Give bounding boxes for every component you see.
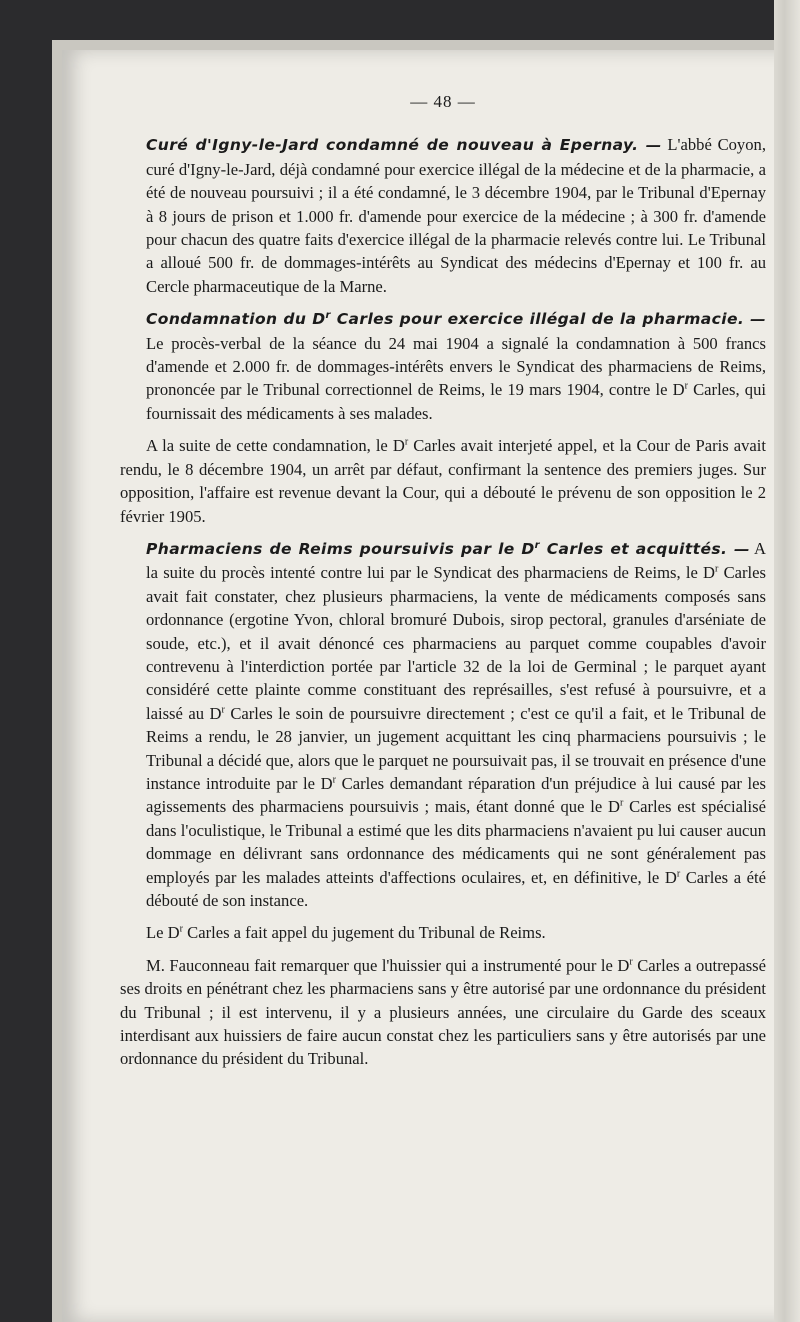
superscript: r (404, 436, 409, 448)
section-body: Carles a été débouté de son instance. (146, 867, 766, 910)
section-body: Carles, qui fournissait des médicaments à ses malades. (146, 380, 766, 423)
section-heading (146, 310, 766, 328)
superscript: r (629, 956, 633, 968)
superscript: r (179, 923, 183, 935)
section-carles-condamnation (120, 307, 766, 425)
section-body: A la suite du procès intenté contre lui par le Syndicat des pharmaciens de Reims, le D (146, 538, 767, 583)
paragraph-fauconneau (120, 954, 766, 1071)
superscript: r (684, 380, 688, 392)
section-body: Carles avait fait constater, chez plusieurs pharmaciens, la vente de médicaments composés sans ordonnance (ergotine Yvon, chloral bromuré Dubois, sirop pectoral, granules d'arséniate de soude, etc.), et il avait dénoncé ces pharmaciens au parquet comme coupables d'avoir contrevenu à l'interdiction portée par l'article 32 de la loi de Germinal ; le parquet ayant considéré cette plainte comme constituant des représailles, s'est refusé à poursuivre, et a laissé au D (146, 563, 766, 723)
superscript: r (534, 539, 541, 551)
paragraph-text: Carles a fait appel du jugement du Tribunal de Reims. (182, 923, 546, 943)
superscript: r (676, 868, 681, 880)
superscript: r (332, 774, 337, 786)
section-pharmaciens-reims (120, 537, 766, 913)
paragraph-appel-jugement (120, 921, 766, 944)
section-heading: Curé d'Igny-le-Jard condamné de nouveau à Epernay. — (146, 136, 662, 155)
section-body: Carles le soin de poursuivre directement ; c'est ce qu'il a fait, et le Tribunal de Reims a rendu, le 28 janvier, un jugement acquittant les cinq pharmaciens poursuivis ; le Tribunal a décidé que, alors que le parquet ne poursuivait pas, il se trouvait en présence d'une instance introduite par le D (146, 703, 766, 793)
heading-part: Carles et acquittés. — (540, 539, 750, 558)
section-igny (120, 133, 766, 298)
page-text (120, 90, 766, 1080)
page-number: — 48 — (410, 92, 476, 111)
section-heading (146, 540, 750, 558)
paragraph-appel (120, 434, 766, 528)
heading-part: Carles pour exercice illégal de la pharmacie. — (330, 310, 766, 329)
paragraph-text: A la suite de cette condamnation, le D (146, 436, 405, 456)
section-body: Carles demandant réparation d'un préjudice à lui causé par les agissements des pharmaciens poursuivis ; mais, étant donné que le D (146, 773, 766, 817)
superscript: r (619, 797, 624, 809)
superscript: r (715, 563, 719, 575)
paragraph-text: M. Fauconneau fait remarquer que l'huissier qui a instrumenté pour le D (146, 955, 630, 975)
superscript: r (221, 704, 225, 716)
heading-part: Condamnation du D (146, 310, 326, 329)
section-body: L'abbé Coyon, curé d'Igny-le-Jard, déjà condamné pour exercice illégal de la médecine et de la pharmacie, a été de nouveau poursuivi ; il a été condamné, le 3 décembre 1904, par le Tribunal d'Epernay à 8 jours de prison et 1.000 fr. d'amende pour exercice de la médecine ; à 300 fr. d'amende pour chacun des quatre faits d'exercice illégal de la pharmacie relevés contre lui. Le Tribunal a alloué 500 fr. de dommages-intérêts au Syndicat des médecins d'Epernay et 100 fr. au Cercle pharmaceutique de la Marne. (146, 135, 766, 296)
section-body: Le procès-verbal de la séance du 24 mai 1904 a signalé la condamnation à 500 francs d'amende et 2.000 fr. de dommages-intérêts envers le Syndicat des pharmaciens de Reims, prononcée par le Tribunal correctionnel de Reims, le 19 mars 1904, contre le D (146, 333, 766, 400)
superscript: r (325, 310, 331, 322)
page-edge (774, 0, 800, 1322)
paragraph-text: Carles a outrepassé ses droits en pénétrant chez les pharmaciens sans y être autorisé par une ordonnance du président du Tribunal ; il est intervenu, il y a plusieurs années, une circulaire du Garde des sceaux interdisant aux huissiers de faire aucun constat chez les particuliers sans y être autorisés par une ordonnance du président du Tribunal. (120, 955, 766, 1069)
paragraph-text: Le D (146, 923, 180, 943)
paragraph-text: Carles avait interjeté appel, et la Cour de Paris avait rendu, le 8 décembre 1904, un arrêt par défaut, confirmant la sentence des premiers juges. Sur opposition, l'affaire est revenue devant la Cour, qui a débouté le prévenu de son opposition le 2 février 1905. (120, 436, 766, 526)
section-body: Carles est spécialisé dans l'oculistique, le Tribunal a estimé que les dits pharmaciens n'avaient pu lui causer aucun dommage en délivrant sans ordonnance des médicaments qui ne sont généralement pas employés par les malades atteints d'affections oculaires, et, en définitive, le D (146, 797, 766, 887)
heading-part: Pharmaciens de Reims poursuivis par le D (146, 539, 535, 558)
